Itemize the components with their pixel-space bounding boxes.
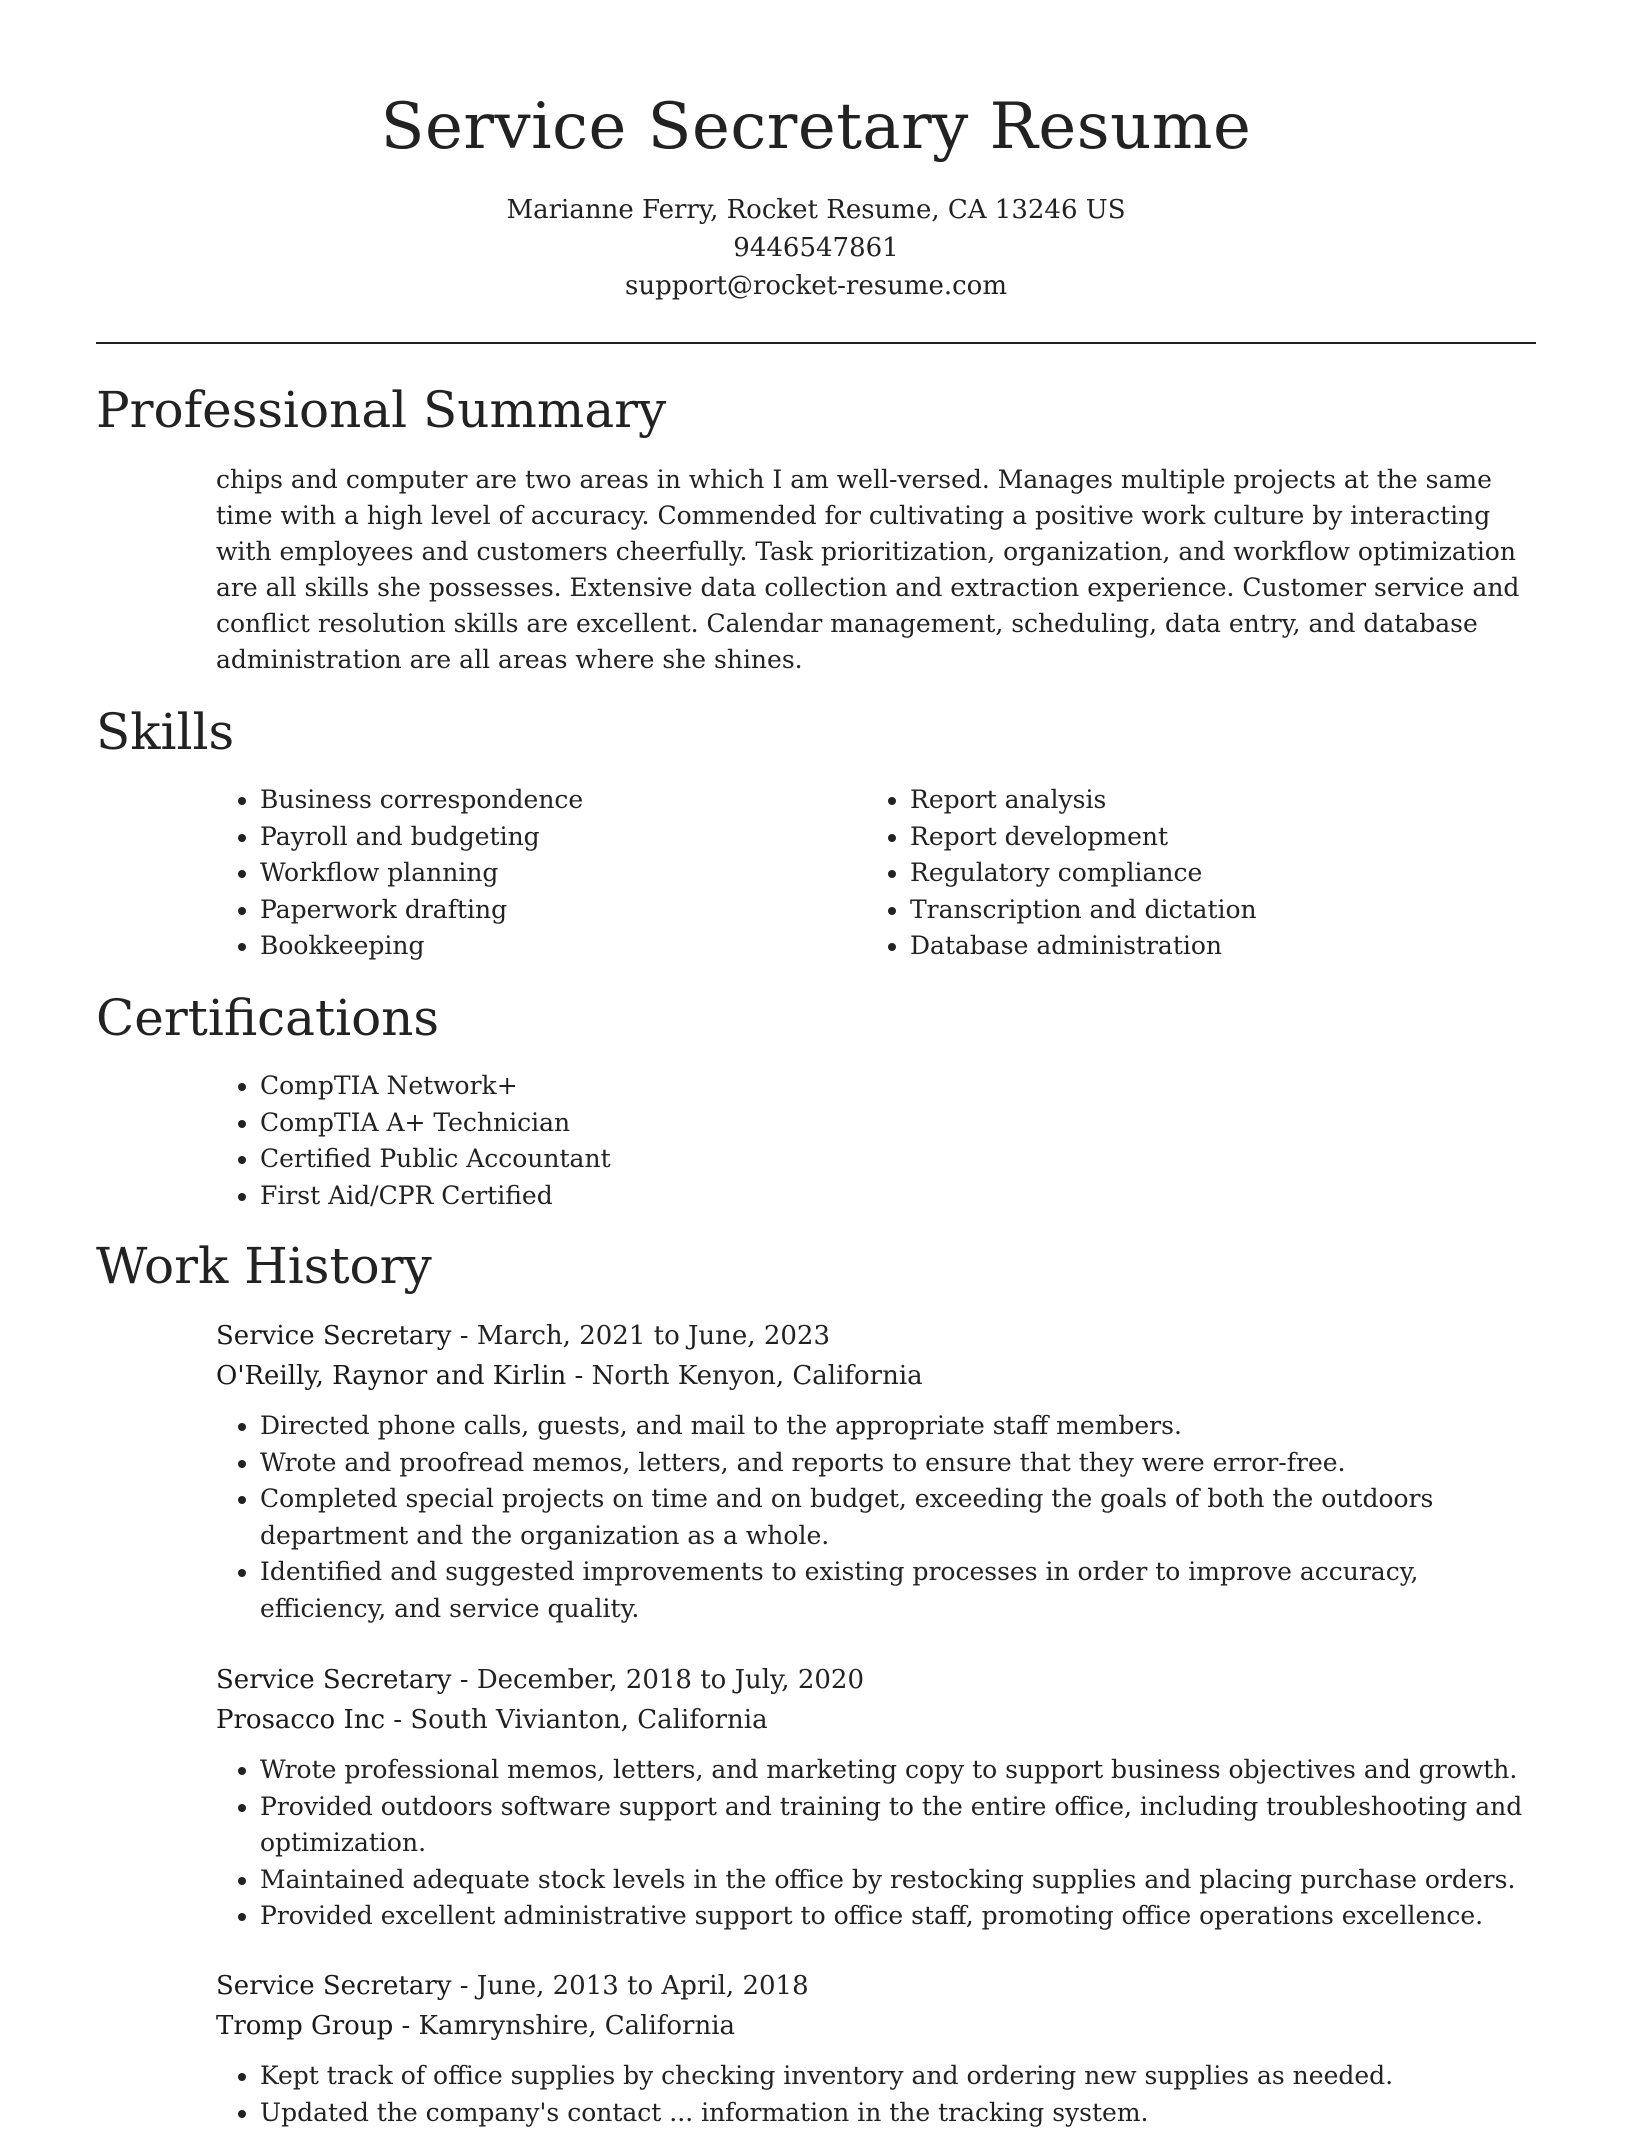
job-bullet: • Kept track of office supplies by checking inventory and ordering new supplies as needed. — [260, 2058, 1536, 2095]
certification-item: • Certified Public Accountant — [260, 1141, 1536, 1178]
skills-heading: Skills — [96, 700, 234, 764]
job-dates: - December, 2018 to July, 2020 — [452, 1665, 865, 1695]
contact-block — [96, 191, 1536, 305]
contact-email: support@rocket-resume.com — [96, 267, 1536, 305]
job-bullet: • Wrote professional memos, letters, and marketing copy to support business objectives and growth. — [260, 1752, 1536, 1789]
job-company-line — [216, 1356, 1536, 1396]
certifications-list — [216, 1068, 1536, 1214]
skill-item: • Business correspondence — [260, 782, 866, 819]
job-bullet: • Identified and suggested improvements to existing processes in order to improve accuracy, efficiency, and service quality. — [260, 1554, 1536, 1627]
job-entry — [216, 1316, 1536, 1627]
skill-item: • Workflow planning — [260, 855, 866, 892]
certification-item: • CompTIA A+ Technician — [260, 1105, 1536, 1142]
summary-text: chips and computer are two areas in which I am well-versed. Manages multiple projects at the same time with a high level of accuracy. Commended for cultivating a positive work culture by interacting with employees and customers cheerfully. Task prioritization, organization, and workflow optimization are all skills she possesses. Extensive data collection and extraction experience. Customer service and conflict resolution skills are excellent. Calendar management, scheduling, data entry, and database administration are all areas where she shines. — [216, 462, 1536, 678]
job-company: O'Reilly, Raynor and Kirlin — [216, 1361, 566, 1391]
contact-phone: 9446547861 — [96, 229, 1536, 267]
skill-item: • Report development — [910, 819, 1516, 856]
job-company: Prosacco Inc — [216, 1705, 385, 1735]
job-title: Service Secretary — [216, 1321, 452, 1351]
skill-item: • Regulatory compliance — [910, 855, 1516, 892]
certifications-heading: Certifications — [96, 986, 439, 1050]
header-divider — [96, 342, 1536, 344]
job-title-line — [216, 1966, 1536, 2006]
summary-heading: Professional Summary — [96, 378, 666, 442]
job-dates: - March, 2021 to June, 2023 — [452, 1321, 831, 1351]
skill-item: • Database administration — [910, 928, 1516, 965]
job-location: - South Vivianton, California — [385, 1705, 768, 1735]
job-bullet: • Wrote and proofread memos, letters, and reports to ensure that they were error-free. — [260, 1445, 1536, 1482]
skills-list — [216, 782, 1536, 965]
certification-item: • CompTIA Network+ — [260, 1068, 1536, 1105]
certification-item: • First Aid/CPR Certified — [260, 1178, 1536, 1215]
job-dates: - June, 2013 to April, 2018 — [452, 1971, 809, 2001]
job-location: - North Kenyon, California — [566, 1361, 922, 1391]
job-bullet: • Completed special projects on time and on budget, exceeding the goals of both the outdoors department and the organization as a whole. — [260, 1481, 1536, 1554]
skill-item: • Bookkeeping — [260, 928, 866, 965]
job-entry — [216, 1660, 1536, 1935]
job-bullet: • Updated the company's contact ... information in the tracking system. — [260, 2095, 1536, 2131]
work-history-heading: Work History — [96, 1234, 432, 1298]
summary-section — [216, 462, 1536, 678]
job-bullet: • Directed phone calls, guests, and mail to the appropriate staff members. — [260, 1408, 1536, 1445]
skill-item: • Paperwork drafting — [260, 892, 866, 929]
skills-column-right — [866, 782, 1516, 965]
job-title: Service Secretary — [216, 1971, 452, 2001]
job-company: Tromp Group — [216, 2011, 393, 2041]
resume-title: Service Secretary Resume — [96, 82, 1536, 172]
job-entry — [216, 1966, 1536, 2131]
job-title: Service Secretary — [216, 1665, 452, 1695]
job-bullet: • Provided excellent administrative support to office staff, promoting office operations excellence. — [260, 1898, 1536, 1935]
job-bullet: • Provided outdoors software support and training to the entire office, including troubleshooting and optimization. — [260, 1789, 1536, 1862]
skill-item: • Transcription and dictation — [910, 892, 1516, 929]
job-bullet: • Maintained adequate stock levels in the office by restocking supplies and placing purchase orders. — [260, 1862, 1536, 1899]
skill-item: • Report analysis — [910, 782, 1516, 819]
skills-column-left — [216, 782, 866, 965]
job-title-line — [216, 1660, 1536, 1700]
contact-address: Marianne Ferry, Rocket Resume, CA 13246 US — [96, 191, 1536, 229]
job-company-line — [216, 1700, 1536, 1740]
job-company-line — [216, 2006, 1536, 2046]
job-location: - Kamrynshire, California — [393, 2011, 735, 2041]
job-title-line — [216, 1316, 1536, 1356]
skill-item: • Payroll and budgeting — [260, 819, 866, 856]
